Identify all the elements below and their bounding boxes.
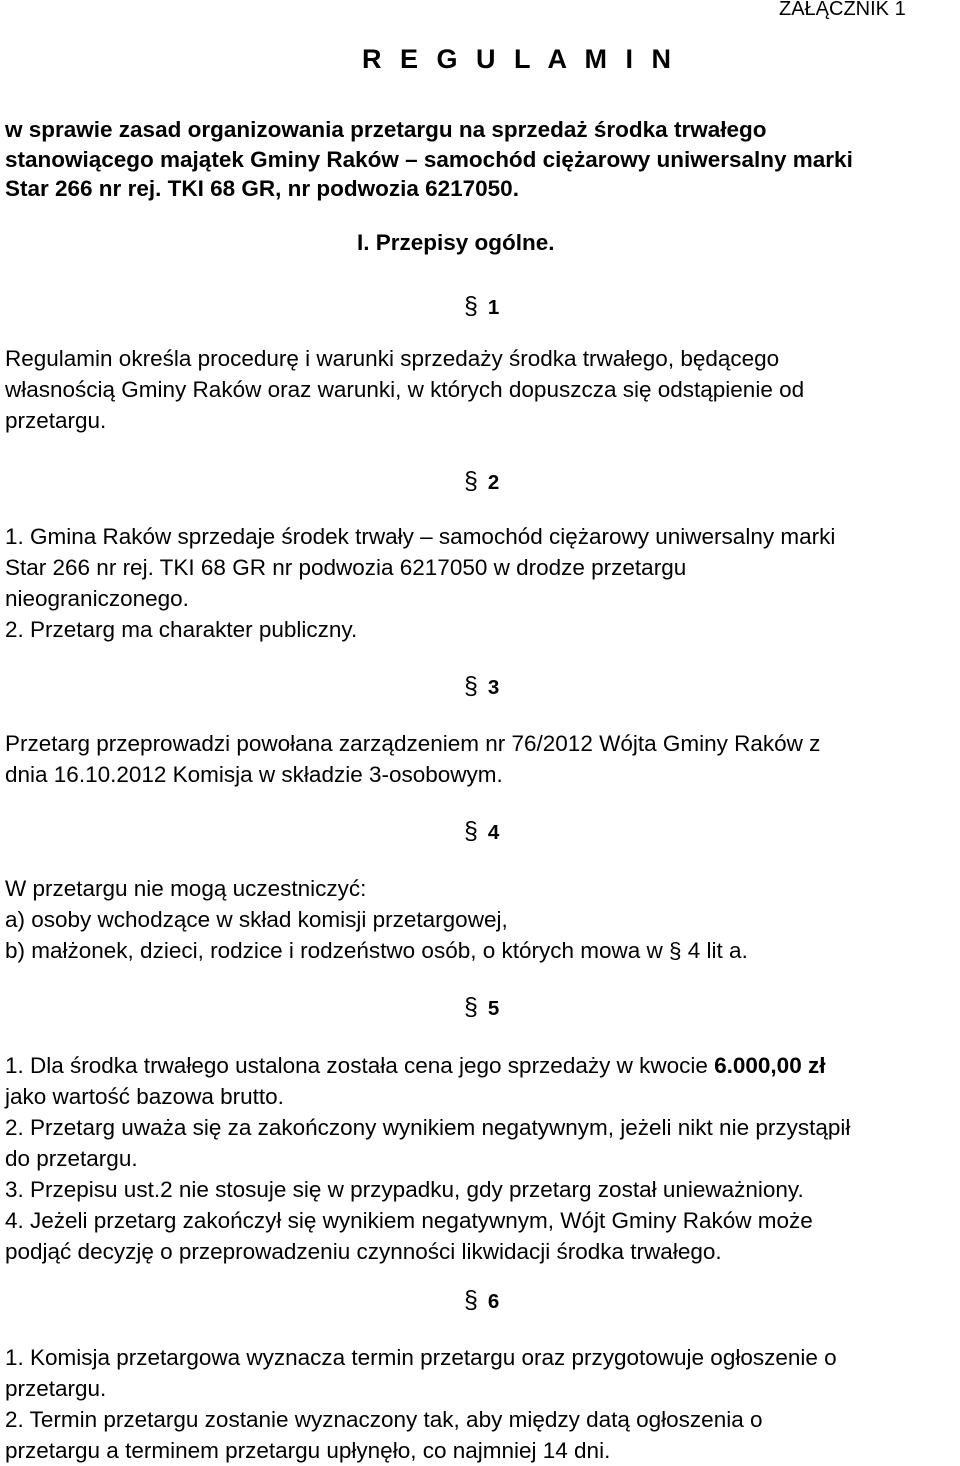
price-value: 6.000,00 zł <box>714 1053 826 1078</box>
paragraph-line: b) małżonek, dzieci, rodzice i rodzeństwo osób, o których mowa w § 4 lit a. <box>5 938 748 963</box>
paragraph-line: 3. Przepisu ust.2 nie stosuje się w przypadku, gdy przetarg został unieważniony. <box>5 1177 804 1202</box>
paragraph-2-body <box>5 521 960 645</box>
paragraph-line <box>5 1050 960 1081</box>
paragraph-sign: § <box>464 993 478 1021</box>
paragraph-number: 1 <box>487 296 500 319</box>
paragraph-sign: § <box>464 292 478 320</box>
annex-label: ZAŁĄCZNIK 1 <box>779 0 906 20</box>
document-title: R E G U L A M I N <box>362 44 677 74</box>
paragraph-number: 5 <box>487 997 500 1020</box>
paragraph-line: podjąć decyzję o przeprowadzeniu czynności likwidacji środka trwałego. <box>5 1239 722 1264</box>
paragraph-5-body <box>5 1050 960 1267</box>
paragraph-line: Star 266 nr rej. TKI 68 GR nr podwozia 6217050 w drodze przetargu <box>5 555 687 580</box>
paragraph-1-body <box>5 343 960 436</box>
paragraph-sign: § <box>464 672 478 700</box>
paragraph-number: 6 <box>487 1290 500 1313</box>
paragraph-heading-2 <box>464 467 499 496</box>
paragraph-line: do przetargu. <box>5 1146 138 1171</box>
paragraph-line: własnością Gminy Raków oraz warunki, w których dopuszcza się odstąpienie od <box>5 377 805 402</box>
paragraph-line: 2. Przetarg ma charakter publiczny. <box>5 617 358 642</box>
paragraph-sign: § <box>464 467 478 495</box>
document-subtitle <box>5 115 853 204</box>
paragraph-heading-6 <box>464 1286 499 1315</box>
paragraph-heading-5 <box>464 993 499 1022</box>
paragraph-line: dnia 16.10.2012 Komisja w składzie 3-osobowym. <box>5 762 503 787</box>
paragraph-line: 1. Komisja przetargowa wyznacza termin przetargu oraz przygotowuje ogłoszenie o <box>5 1345 837 1370</box>
paragraph-heading-4 <box>464 817 499 846</box>
paragraph-3-body <box>5 728 960 790</box>
paragraph-line: 1. Gmina Raków sprzedaje środek trwały – samochód ciężarowy uniwersalny marki <box>5 524 836 549</box>
paragraph-line: 4. Jeżeli przetarg zakończył się wynikiem negatywnym, Wójt Gminy Raków może <box>5 1208 813 1233</box>
paragraph-number: 4 <box>487 821 500 844</box>
subtitle-line: stanowiącego majątek Gminy Raków – samochód ciężarowy uniwersalny marki <box>5 146 853 172</box>
paragraph-line: nieograniczonego. <box>5 586 189 611</box>
subtitle-line: Star 266 nr rej. TKI 68 GR, nr podwozia 6217050. <box>5 176 519 201</box>
paragraph-line: przetargu. <box>5 408 107 433</box>
paragraph-6-body <box>5 1342 960 1466</box>
paragraph-line: a) osoby wchodzące w skład komisji przetargowej, <box>5 907 508 932</box>
paragraph-line-text: 1. Dla środka trwałego ustalona została cena jego sprzedaży w kwocie <box>5 1053 715 1078</box>
paragraph-number: 3 <box>487 676 500 699</box>
paragraph-line: jako wartość bazowa brutto. <box>5 1084 284 1109</box>
paragraph-line: przetargu a terminem przetargu upłynęło, co najmniej 14 dni. <box>5 1438 611 1463</box>
paragraph-line: przetargu. <box>5 1376 107 1401</box>
paragraph-line: 2. Przetarg uważa się za zakończony wynikiem negatywnym, jeżeli nikt nie przystąpił <box>5 1115 851 1140</box>
paragraph-heading-1 <box>464 292 499 321</box>
paragraph-line: Regulamin określa procedurę i warunki sprzedaży środka trwałego, będącego <box>5 346 780 371</box>
paragraph-heading-3 <box>464 672 499 701</box>
paragraph-line: 2. Termin przetargu zostanie wyznaczony tak, aby między datą ogłoszenia o <box>5 1407 763 1432</box>
subtitle-line: w sprawie zasad organizowania przetargu na sprzedaż środka trwałego <box>5 117 767 142</box>
paragraph-number: 2 <box>487 471 500 494</box>
paragraph-line: W przetargu nie mogą uczestniczyć: <box>5 876 367 901</box>
paragraph-sign: § <box>464 1286 478 1314</box>
paragraph-4-body <box>5 873 960 966</box>
paragraph-line: Przetarg przeprowadzi powołana zarządzeniem nr 76/2012 Wójta Gminy Raków z <box>5 731 821 756</box>
section-heading: I. Przepisy ogólne. <box>357 230 555 255</box>
paragraph-sign: § <box>464 817 478 845</box>
